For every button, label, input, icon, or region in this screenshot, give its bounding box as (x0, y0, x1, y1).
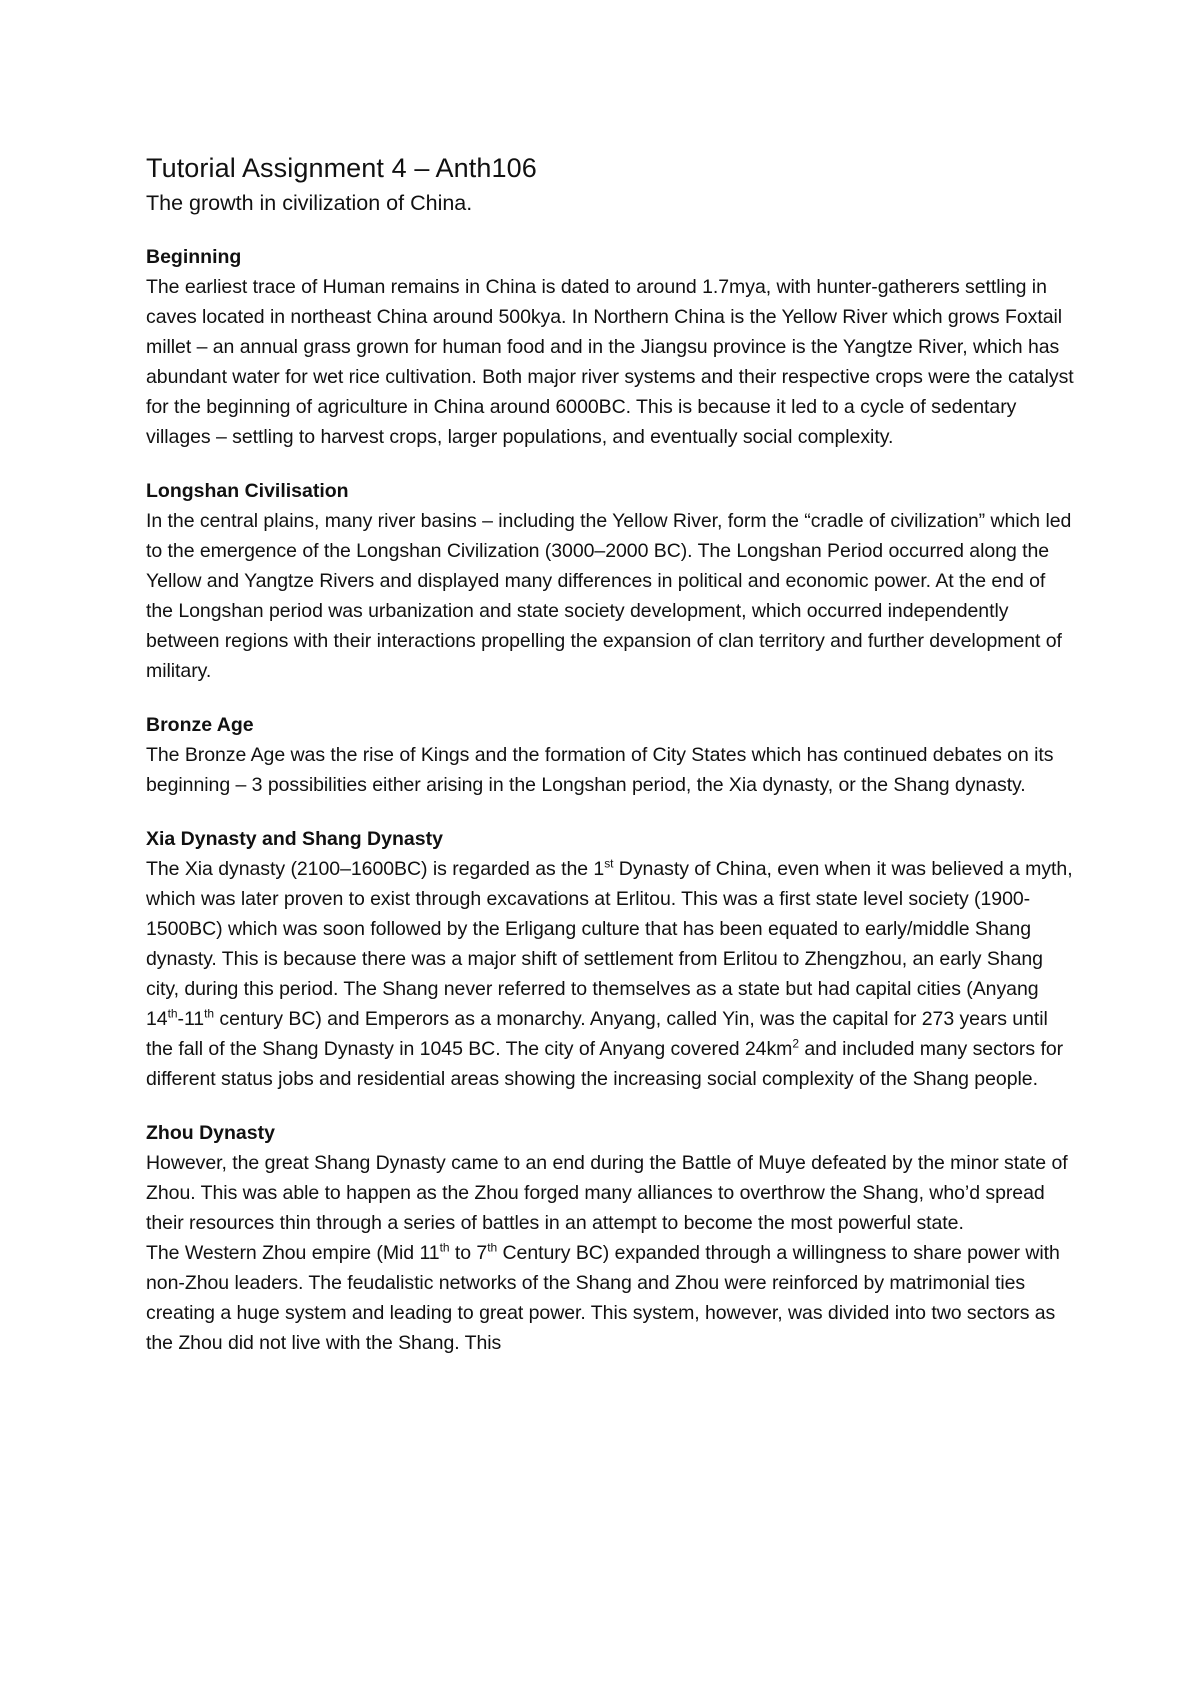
section-heading: Bronze Age (146, 714, 254, 736)
paragraph-text: Dynasty of China, even when it was believed a myth, which was later proven to exist through excavations at Erlitou. This was a first state level society (1900-1500BC) which was soon followed by the Erligang culture that has been equated to early/middle Shang dynasty. This is because there was a major shift of settlement from Erlitou to Zhengzhou, an early Shang city, during this period. The Shang never referred to themselves as a state but had capital cities (Anyang 14 (146, 858, 1073, 1030)
section-heading: Xia Dynasty and Shang Dynasty (146, 828, 443, 850)
section-paragraph (146, 1148, 1076, 1238)
paragraph-text: In the central plains, many river basins – including the Yellow River, form the “cradle of civilization” which led to the emergence of the Longshan Civilization (3000–2000 BC). The Longshan Period occurred along the Yellow and Yangtze Rivers and displayed many differences in political and economic power. At the end of the Longshan period was urbanization and state society development, which occurred independently between regions with their interactions propelling the expansion of clan territory and further development of military. (146, 510, 1072, 682)
superscript: th (167, 1006, 178, 1021)
paragraph-text: -11 (177, 1008, 205, 1030)
section-paragraph (146, 506, 1076, 686)
superscript: 2 (792, 1036, 799, 1051)
document-subtitle: The growth in civilization of China. (146, 191, 473, 215)
section-paragraph (146, 854, 1076, 1094)
section (146, 1118, 1076, 1358)
document-title: Tutorial Assignment 4 – Anth106 (146, 153, 537, 183)
section (146, 824, 1076, 1094)
document-content (146, 150, 1076, 1358)
section (146, 710, 1076, 800)
paragraph-text: The Western Zhou empire (Mid 11 (146, 1242, 440, 1264)
superscript: th (439, 1240, 450, 1255)
paragraph-text: The earliest trace of Human remains in China is dated to around 1.7mya, with hunter-gatherers settling in caves located in northeast China around 500kya. In Northern China is the Yellow River which grows Foxtail millet – an annual grass grown for human food and in the Jiangsu province is the Yangtze River, which has abundant water for wet rice cultivation. Both major river systems and their respective crops were the catalyst for the beginning of agriculture in China around 6000BC. This is because it led to a cycle of sedentary villages – settling to harvest crops, larger populations, and eventually social complexity. (146, 276, 1074, 448)
paragraph-text: However, the great Shang Dynasty came to an end during the Battle of Muye defeated by the minor state of Zhou. This was able to happen as the Zhou forged many alliances to overthrow the Shang, who’d spread their resources thin through a series of battles in an attempt to become the most powerful state. (146, 1152, 1068, 1234)
section (146, 242, 1076, 452)
superscript: st (604, 856, 614, 871)
section-paragraph (146, 740, 1076, 800)
section-heading: Zhou Dynasty (146, 1122, 275, 1144)
paragraph-text: The Bronze Age was the rise of Kings and the formation of City States which has continued debates on its beginning – 3 possibilities either arising in the Longshan period, the Xia dynasty, or the Shang dynasty. (146, 744, 1054, 796)
section-heading: Longshan Civilisation (146, 480, 349, 502)
section (146, 476, 1076, 686)
paragraph-text: The Xia dynasty (2100–1600BC) is regarded as the 1 (146, 858, 605, 880)
sections-container (146, 242, 1076, 1358)
paragraph-text: and included many sectors for different status jobs and residential areas showing the increasing social complexity of the Shang people. (146, 1038, 1064, 1090)
section-paragraph (146, 272, 1076, 452)
section-heading: Beginning (146, 246, 242, 268)
paragraph-text: Century BC) expanded through a willingness to share power with non-Zhou leaders. The feudalistic networks of the Shang and Zhou were reinforced by matrimonial ties creating a huge system and leading to great power. This system, however, was divided into two sectors as the Zhou did not live with the Shang. This (146, 1242, 1060, 1354)
superscript: th (204, 1006, 215, 1021)
superscript: th (487, 1240, 498, 1255)
paragraph-text: century BC) and Emperors as a monarchy. Anyang, called Yin, was the capital for 273 years until the fall of the Shang Dynasty in 1045 BC. The city of Anyang covered 24km (146, 1008, 1048, 1060)
section-paragraph (146, 1238, 1076, 1358)
paragraph-text: to 7 (449, 1242, 488, 1264)
